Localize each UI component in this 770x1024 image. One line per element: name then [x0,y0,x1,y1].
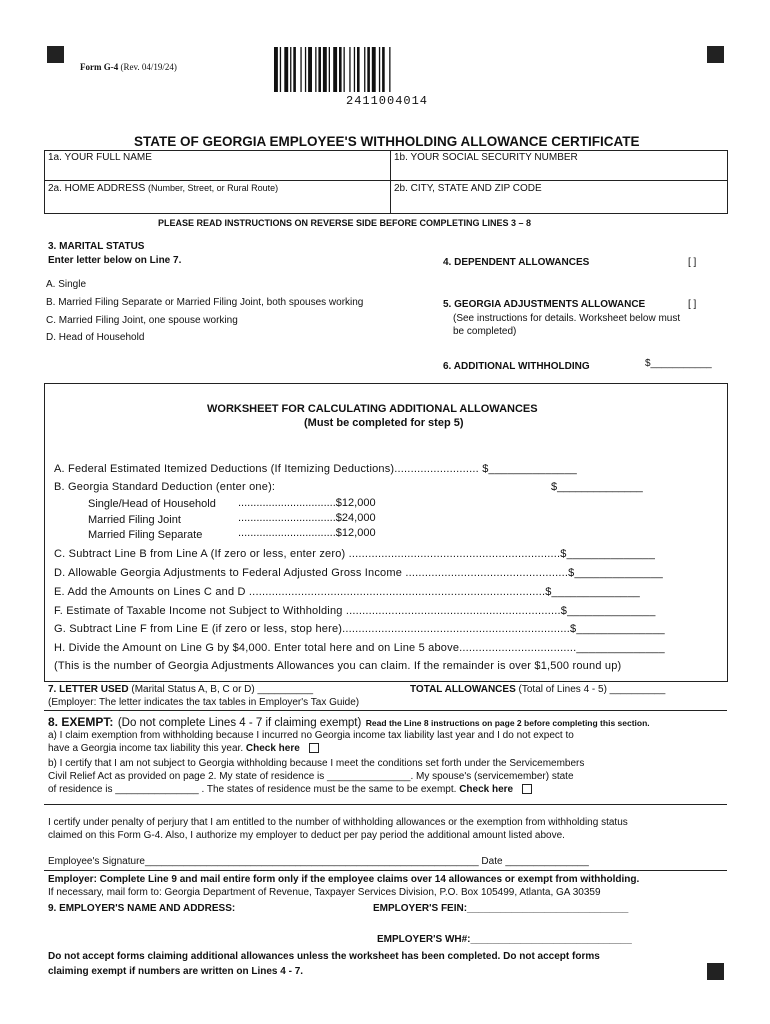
worksheet-subtitle: (Must be completed for step 5) [304,417,464,429]
total-allowances-label: TOTAL ALLOWANCES [410,684,516,695]
identity-divider [390,150,391,213]
full-name-field[interactable]: 1a. YOUR FULL NAME [48,152,152,163]
exempt-b-line-3-text[interactable]: of residence is _______________ . The states of residence must be the same to be exempt. [48,784,457,795]
barcode-bar [280,47,281,92]
exempt-a-line-2-text: have a Georgia income tax liability this year. [48,743,244,754]
certify-line-2: claimed on this Form G-4. Also, I authorize my employer to deduct per pay period the additional amount listed above. [48,830,565,841]
employer-instruction-2: If necessary, mail form to: Georgia Department of Revenue, Taxpayer Services Division, P.O. Box 105499, Atlanta, GA 30359 [48,887,601,898]
employer-instruction-1: Employer: Complete Line 9 and mail entire form only if the employee claims over 14 allowances or exempt from withholding. [48,874,640,885]
registration-mark-top-right [707,46,724,63]
form-title: STATE OF GEORGIA EMPLOYEE'S WITHHOLDING ALLOWANCE CERTIFICATE [134,134,640,149]
exempt-heading [48,713,650,731]
signature-rule [44,870,727,871]
total-allowances-field[interactable] [410,684,665,695]
worksheet-line-g[interactable]: G. Subtract Line F from Line E (if zero or less, stop here)......................................................................$______________ [54,623,665,635]
barcode-bar [308,47,312,92]
barcode-bar [293,47,296,92]
footer-line-1: Do not accept forms claiming additional allowances unless the worksheet has been completed. Do not accept forms [48,951,600,962]
exempt-bottom-rule [44,804,727,805]
barcode-bar [367,47,370,92]
barcode [272,47,444,92]
exempt-a-checkbox[interactable] [309,743,319,753]
certify-line-1: I certify under penalty of perjury that I am entitled to the number of withholding allowances or the exemption from withholding status [48,817,628,828]
identity-row-divider [44,180,727,181]
letter-used-hint: (Marital Status A, B, C or D) __________ [131,684,314,695]
worksheet-line-b: B. Georgia Standard Deduction (enter one): [54,481,276,493]
total-allowances-hint: (Total of Lines 4 - 5) __________ [518,684,666,695]
exempt-a-line-1: a) I claim exemption from withholding because I incurred no Georgia income tax liability last year and I do not expect to [48,730,574,741]
instructions-banner: PLEASE READ INSTRUCTIONS ON REVERSE SIDE BEFORE COMPLETING LINES 3 – 8 [158,218,532,228]
letter-used-field[interactable] [48,684,313,695]
barcode-bar [305,47,306,92]
barcode-bar [333,47,337,92]
marital-option-c: C. Married Filing Joint, one spouse working [46,315,238,326]
georgia-adjustments-input[interactable]: [ ] [688,299,697,310]
exempt-b-line-2[interactable]: Civil Relief Act as provided on page 2. My state of residence is _______________. My spouse's (servicemember) state [48,771,574,782]
ssn-field[interactable]: 1b. YOUR SOCIAL SECURITY NUMBER [394,152,578,163]
exempt-heading-rest: (Do not complete Lines 4 - 7 if claiming exempt) [117,717,362,729]
exempt-a-check-label: Check here [245,743,300,754]
form-id [80,62,177,72]
employer-wh-field[interactable]: EMPLOYER'S WH#:_____________________________ [377,934,632,945]
worksheet-line-a[interactable]: A. Federal Estimated Itemized Deductions (If Itemizing Deductions).......................... $______________ [54,463,577,475]
additional-withholding-input[interactable]: $___________ [645,358,712,369]
employee-signature-field[interactable]: Employee's Signature____________________________________________________________ Date _______________ [48,856,589,867]
marital-option-b: B. Married Filing Separate or Married Filing Joint, both spouses working [46,297,364,308]
barcode-bar [357,47,360,92]
barcode-bar [364,47,365,92]
employer-fein-field[interactable]: EMPLOYER'S FEIN:_____________________________ [373,903,629,914]
barcode-bar [372,47,376,92]
exempt-heading-note: Read the Line 8 instructions on page 2 before completing this section. [365,718,650,728]
exempt-b-line-1: b) I certify that I am not subject to Georgia withholding because I meet the conditions set forth under the Servicemembers [48,758,585,769]
worksheet-note: (This is the number of Georgia Adjustments Allowances you can claim. If the remainder is over $1,500 round up) [54,660,622,672]
footer-line-2: claiming exempt if numbers are written on Lines 4 - 7. [48,966,304,977]
barcode-bar [344,47,345,92]
exempt-b-check-label: Check here [459,784,514,795]
std-deduction-single-amount: ................................$12,000 [238,497,376,509]
georgia-adjustments-note-1: (See instructions for details. Worksheet below must [453,313,681,324]
form-number: Form G-4 [80,62,119,72]
std-deduction-joint-label: Married Filing Joint [88,514,181,526]
registration-mark-bottom-right [707,963,724,980]
std-deduction-separate-label: Married Filing Separate [88,529,203,541]
employer-letter-note: (Employer: The letter indicates the tax tables in Employer's Tax Guide) [48,697,360,708]
barcode-number: 2411004014 [346,94,429,108]
home-address-label: 2a. HOME ADDRESS [48,183,146,194]
home-address-field[interactable] [48,183,278,194]
barcode-bar [379,47,380,92]
marital-status-subheading: Enter letter below on Line 7. [48,255,182,266]
barcode-bar [323,47,327,92]
exempt-heading-label: 8. EXEMPT: [48,715,114,729]
exempt-b-checkbox[interactable] [522,784,532,794]
form-revision: (Rev. 04/19/24) [120,62,177,72]
barcode-bar [274,47,278,92]
worksheet-line-e[interactable]: E. Add the Amounts on Lines C and D ...........................................................................................$______________ [54,586,641,598]
barcode-bar [318,47,321,92]
exempt-top-rule [44,710,727,711]
georgia-adjustments-note-2: be completed) [453,326,517,337]
barcode-bar [290,47,291,92]
worksheet-line-f[interactable]: F. Estimate of Taxable Income not Subject to Withholding ..................................................................$______________ [54,605,656,617]
georgia-adjustments-label: 5. GEORGIA ADJUSTMENTS ALLOWANCE [443,299,646,310]
barcode-bar [284,47,288,92]
worksheet-line-c[interactable]: C. Subtract Line B from Line A (If zero or less, enter zero) .................................................................$______________ [54,548,656,560]
barcode-bar [300,47,301,92]
marital-option-a: A. Single [46,279,87,290]
dependent-allowances-input[interactable]: [ ] [688,257,697,268]
city-state-zip-field[interactable]: 2b. CITY, STATE AND ZIP CODE [394,183,542,194]
std-deduction-separate-amount: ................................$12,000 [238,527,376,539]
home-address-hint: (Number, Street, or Rural Route) [148,183,279,193]
marital-option-d: D. Head of Household [46,332,145,343]
barcode-bar [382,47,385,92]
additional-withholding-label: 6. ADDITIONAL WITHHOLDING [443,361,590,372]
barcode-bar [354,47,355,92]
marital-status-heading: 3. MARITAL STATUS [48,241,145,252]
worksheet-title: WORKSHEET FOR CALCULATING ADDITIONAL ALLOWANCES [207,403,538,415]
exempt-a-line-2 [48,743,319,754]
barcode-bar [329,47,330,92]
dependent-allowances-label: 4. DEPENDENT ALLOWANCES [443,257,590,268]
barcode-bar [315,47,316,92]
worksheet-line-b-amount[interactable]: $______________ [551,481,643,493]
std-deduction-single-label: Single/Head of Household [88,498,216,510]
std-deduction-joint-amount: ................................$24,000 [238,512,376,524]
letter-used-label: 7. LETTER USED [48,684,129,695]
exempt-b-line-3 [48,784,532,795]
barcode-bar [389,47,390,92]
barcode-bar [349,47,350,92]
worksheet-line-h[interactable]: H. Divide the Amount on Line G by $4,000. Enter total here and on Line 5 above....................................______________ [54,642,665,654]
barcode-bar [339,47,342,92]
employer-name-address-field[interactable]: 9. EMPLOYER'S NAME AND ADDRESS: [48,903,236,914]
registration-mark-top-left [47,46,64,63]
worksheet-line-d[interactable]: D. Allowable Georgia Adjustments to Federal Adjusted Gross Income ..................................................$______________ [54,567,663,579]
